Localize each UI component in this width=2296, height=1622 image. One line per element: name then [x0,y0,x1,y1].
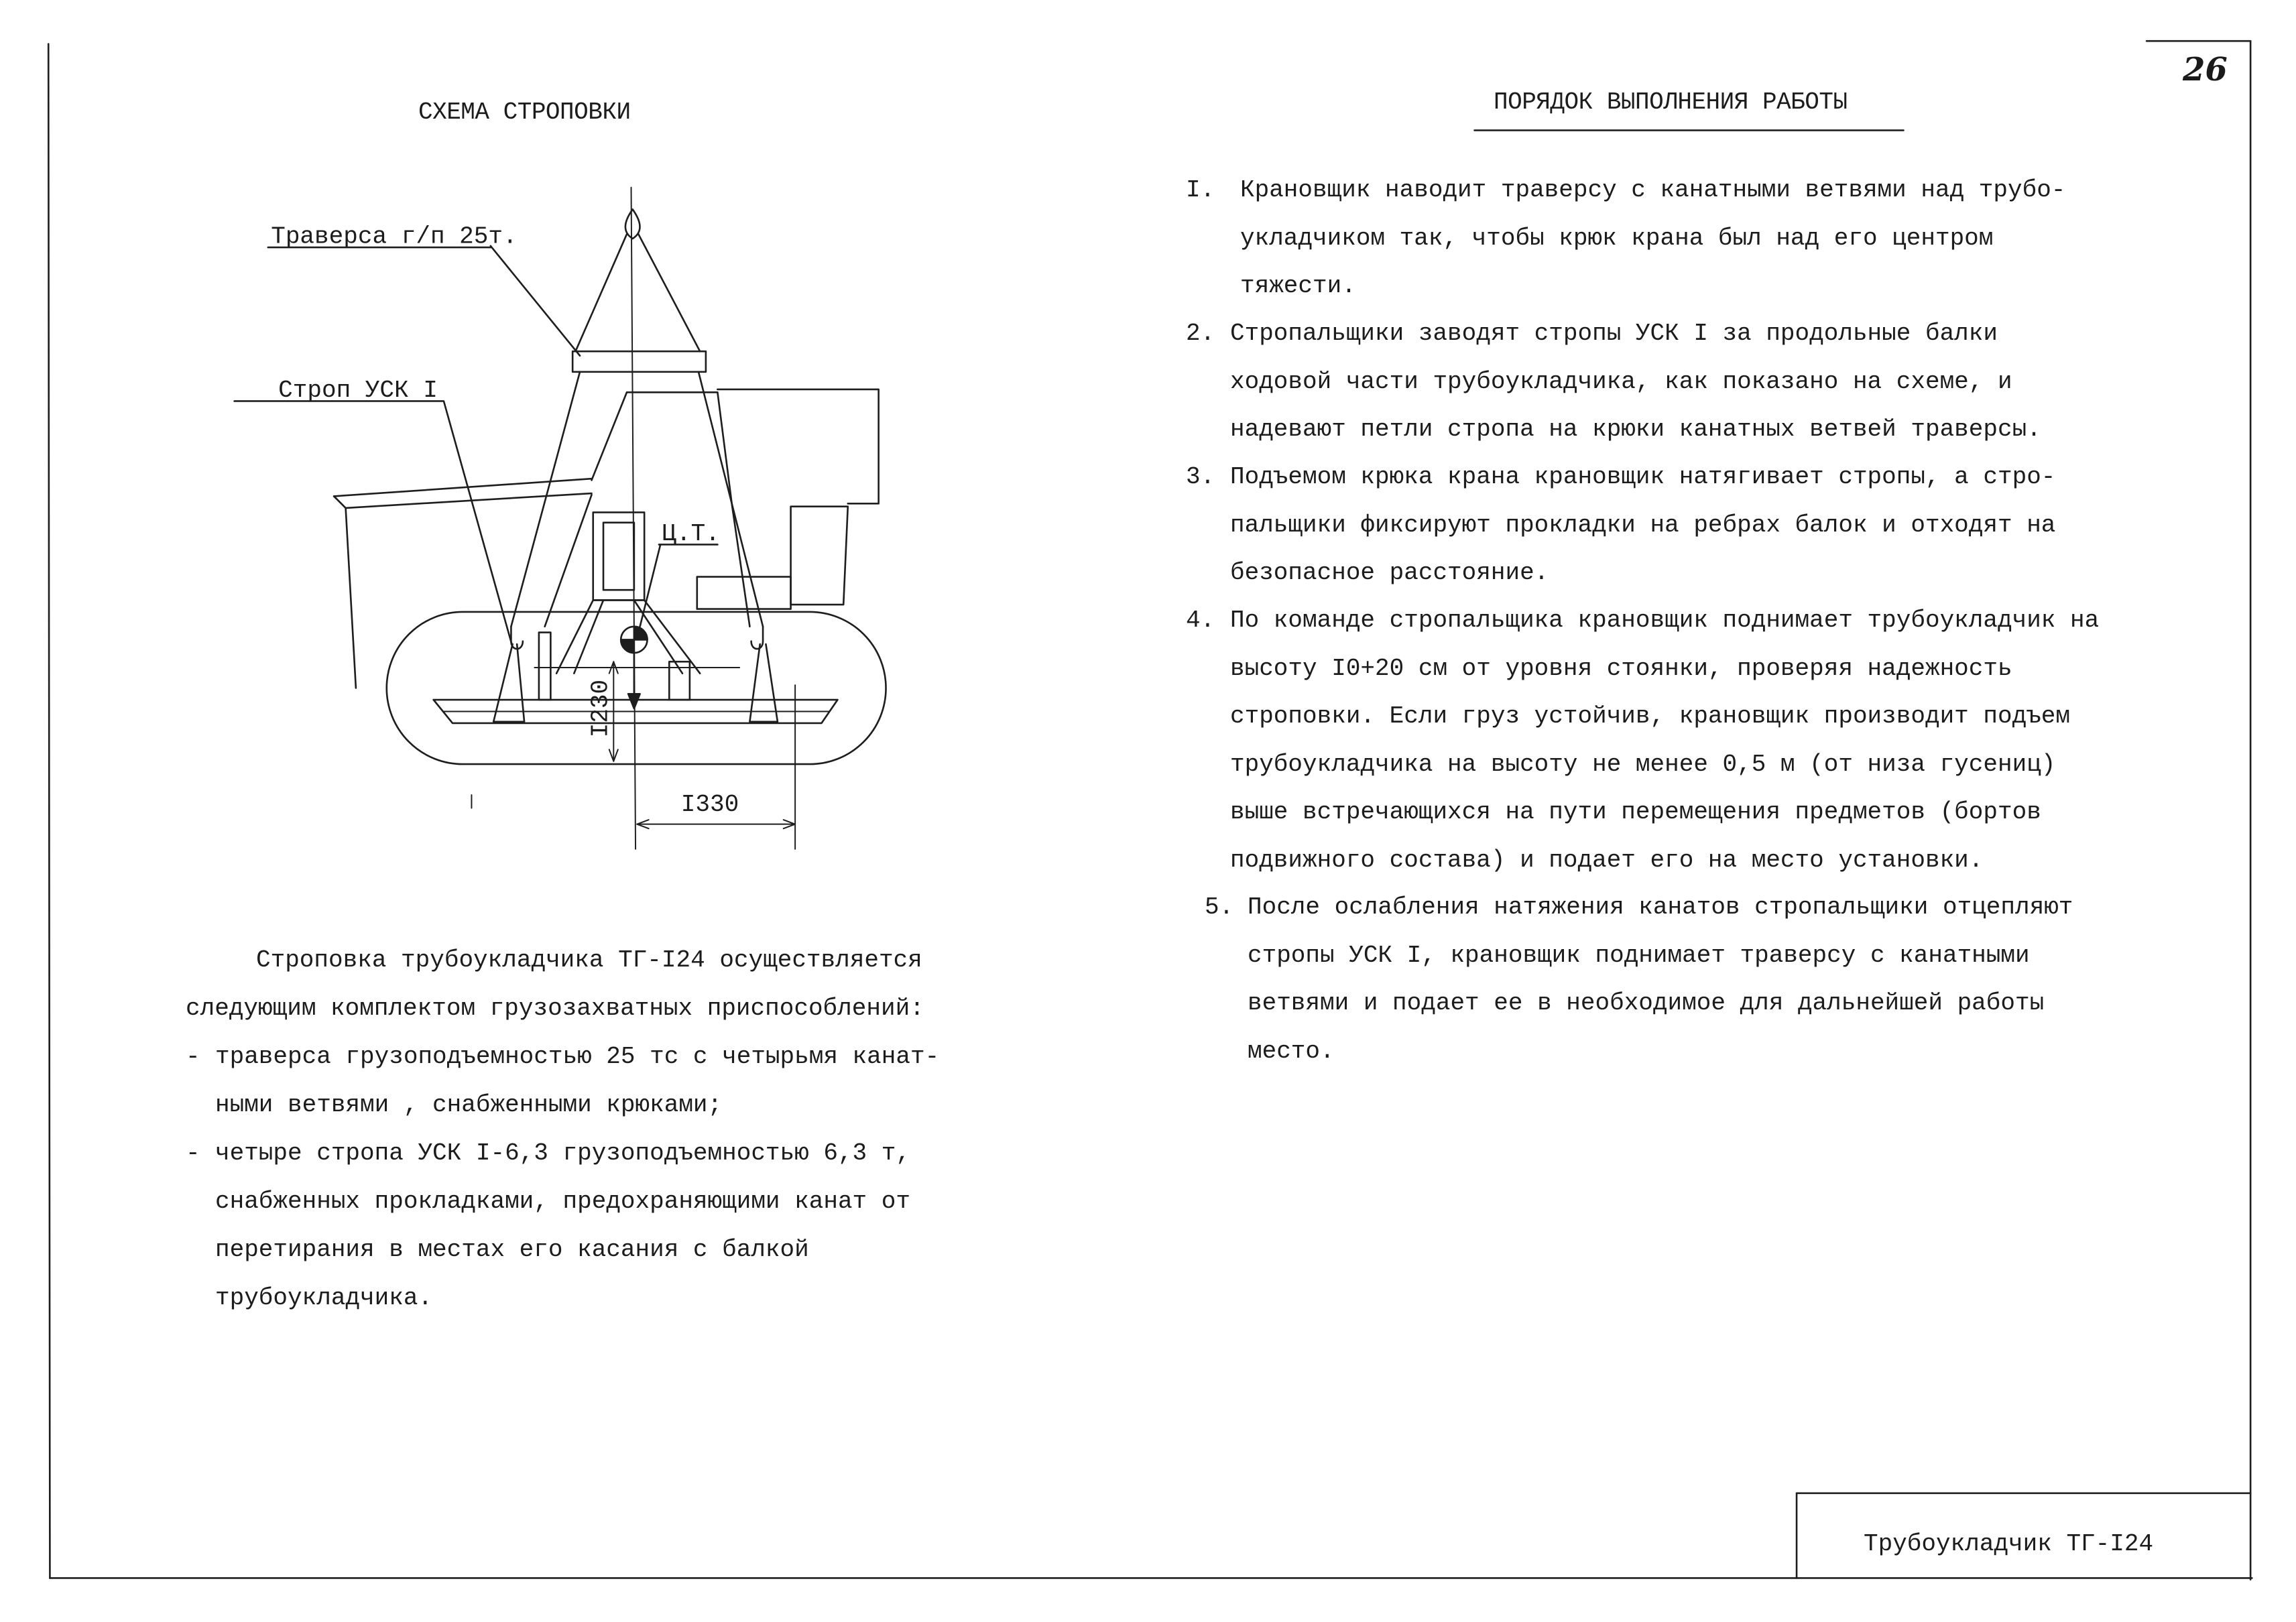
step-text [1230,597,2099,884]
step-line: трубоукладчика на высоту не менее 0,5 м (от низа гусениц) [1230,750,2056,778]
procedure-step-1 [1186,166,2065,310]
step-text [1248,883,2073,1075]
height-dimension-label: I230 [587,679,615,738]
traverse-label: Траверса г/п 25т. [271,223,518,251]
step-line: ветвями и подает ее в необходимое для дальнейшей работы [1248,989,2045,1017]
cable-branch-left [511,372,580,627]
list-item [186,1033,939,1129]
sling-label: Строп УСК I [278,376,438,404]
list-marker: - [186,1043,200,1070]
cg-quadrant-1 [634,627,648,640]
step-line: стропы УСК I, крановщик поднимает траверсу с канатными [1248,941,2030,969]
traverse-label-leader [491,246,580,356]
cab-roof-outer [334,479,591,496]
front-frame-outer [593,512,644,600]
upper-sling-right [638,234,700,351]
track-post-left [539,633,550,700]
cg-label-leader [640,544,661,626]
procedure-step-3 [1186,453,2055,597]
intro-line: Строповка трубоукладчика ТГ-I24 осуществляется [256,946,922,974]
step-line: выше встречающихся на пути перемещения предметов (бортов [1230,798,2041,826]
boom-a-frame [545,392,750,626]
list-item-line: ными ветвями , снабженными крюками; [215,1091,723,1119]
cg-quadrant-2 [621,639,634,653]
cab-side [334,496,356,688]
step-number: 4. [1186,607,1215,634]
step-text [1230,453,2055,597]
cg-label: Ц.Т. [662,519,720,548]
step-line: безопасное расстояние. [1230,559,1549,586]
step-line: Стропальщики заводят стропы УСК I за продольные балки [1230,320,1998,347]
list-item [186,1129,939,1322]
step-line: надевают петли стропа на крюки канатных ветвей траверсы. [1230,416,2041,443]
engine-hood [717,389,878,503]
procedure-step-4 [1186,597,2099,884]
list-item-line: траверса грузоподъемностью 25 тс с четырьмя канат- [215,1043,940,1070]
step-line: строповки. Если груз устойчив, крановщик производит подъем [1230,702,2071,730]
step-line: По команде стропальщика крановщик поднимает трубоукладчик на [1230,607,2100,634]
step-text [1230,310,2041,454]
traverse-beam [572,351,706,372]
step-line: После ослабления натяжения канатов стропальщики отцепляют [1248,893,2073,921]
step-line: ходовой части трубоукладчика, как показано на схеме, и [1230,367,2012,395]
intro-line: следующим комплектом грузозахватных приспособлений: [186,995,924,1022]
step-number: I. [1186,176,1215,204]
cg-arrow-head [628,694,640,708]
branch-hook-right [751,627,763,649]
side-block [791,507,848,605]
step-line: высоту I0+20 см от уровня стоянки, проверяя надежность [1230,654,2012,682]
center-axis-line [631,188,636,849]
step-number: 3. [1186,463,1215,491]
procedure-step-5 [1205,883,2073,1075]
procedure-step-2 [1186,310,2041,454]
step-line: подвижного состава) и подает его на место установки. [1230,846,1984,874]
sling-loop-left [493,644,524,722]
step-line: пальщики фиксируют прокладки на ребрах балок и отходят на [1230,511,2056,539]
step-line: укладчиком так, чтобы крюк крана был над его центром [1240,224,1994,252]
frame-left-border [48,44,50,1578]
page-number: 26 [2183,51,2228,88]
right-section-title: ПОРЯДОК ВЫПОЛНЕНИЯ РАБОТЫ [1494,88,1848,116]
cab-roof-inner [346,493,592,508]
title-block-text: Трубоукладчик ТГ-I24 [1864,1530,2154,1558]
step-number: 5. [1205,893,1234,921]
step-line: Подъемом крюка крана крановщик натягивает стропы, а стро- [1230,463,2056,491]
step-number: 2. [1186,320,1215,347]
step-line: тяжести. [1240,272,1356,300]
width-dimension-label: I330 [680,790,739,818]
list-item-line: трубоукладчика. [215,1284,433,1312]
left-section-title: СХЕМА СТРОПОВКИ [418,99,631,126]
front-frame-inner [603,523,634,590]
step-line: место. [1248,1037,1335,1065]
sling-loop-right [749,644,777,722]
upper-sling-left [576,234,627,351]
rigging-diagram [235,188,886,849]
sling-label-leader [235,401,513,647]
list-marker: - [186,1139,200,1167]
list-item-line: четыре стропа УСК I-6,3 грузоподъемностью 6,3 т, [215,1139,910,1167]
list-item-line: перетирания в местах его касания с балкой [215,1236,809,1263]
step-text [1240,166,2065,310]
step-line: Крановщик наводит траверсу с канатными ветвями над трубо- [1240,176,2066,204]
list-item-line: снабженных прокладками, предохраняющими канат от [215,1188,910,1215]
rigging-description [186,936,939,1322]
